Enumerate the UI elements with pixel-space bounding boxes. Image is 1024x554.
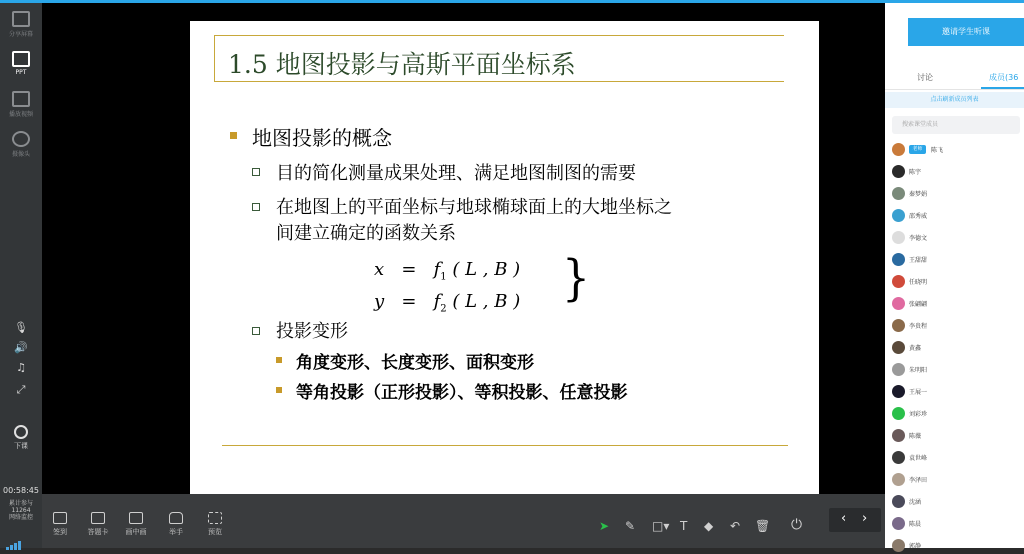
share-screen-icon: [12, 11, 30, 27]
member-list-item[interactable]: [892, 384, 1022, 400]
member-list-item[interactable]: [892, 142, 1022, 158]
avatar: [892, 385, 905, 398]
member-name: 郭静: [909, 543, 922, 550]
member-list-item[interactable]: [892, 186, 1022, 202]
ppt-icon: [12, 51, 30, 67]
member-list-item[interactable]: [892, 494, 1022, 510]
pen-icon[interactable]: ✎: [625, 519, 636, 533]
member-name: 黄鑫: [909, 345, 922, 352]
member-list-item[interactable]: [892, 230, 1022, 246]
equation-x: x = $f_1$ ( L , B ): [374, 259, 521, 283]
member-name: 陈薇: [909, 433, 922, 440]
member-name: 陈飞: [931, 147, 944, 154]
raise-hand-button[interactable]: 举手: [156, 512, 196, 537]
member-list-item[interactable]: [892, 340, 1022, 356]
fullscreen-icon[interactable]: ⤢: [16, 383, 26, 396]
avatar: [892, 429, 905, 442]
tab-members[interactable]: 成员(36: [989, 73, 1019, 82]
panel-tabs: [885, 67, 1024, 90]
member-name: 王展一: [909, 389, 928, 396]
equation-y: y = $f_2$ ( L , B ): [374, 291, 521, 315]
member-list-item[interactable]: [892, 428, 1022, 444]
avatar: [892, 209, 905, 222]
slide-bottom-rule: [222, 445, 788, 446]
member-name: 陈晨: [909, 521, 922, 528]
member-list-item[interactable]: [892, 208, 1022, 224]
bullet-hollow: [252, 203, 260, 211]
member-search-input[interactable]: 搜索课堂成员: [892, 116, 1020, 134]
preview-button[interactable]: 预览: [195, 512, 235, 537]
picture-in-picture-icon: [129, 512, 143, 524]
avatar: [892, 253, 905, 266]
member-name: 李泽田: [909, 477, 928, 484]
mic-mute-icon[interactable]: 🎙: [14, 321, 28, 334]
avatar: [892, 539, 905, 552]
sub-bullet-deformation: 投影变形: [276, 321, 348, 342]
member-list-item[interactable]: [892, 450, 1022, 466]
member-name: 张翩翩: [909, 301, 928, 308]
bottom-toolbar: [42, 494, 885, 548]
member-name: 刘彩珍: [909, 411, 928, 418]
answer-card-button[interactable]: 答题卡: [78, 512, 118, 537]
sign-in-button[interactable]: 签到: [40, 512, 80, 537]
avatar: [892, 473, 905, 486]
member-list-item[interactable]: [892, 406, 1022, 422]
member-name: 袁世峰: [909, 455, 928, 462]
music-icon[interactable]: ♫: [16, 361, 26, 374]
member-list-item[interactable]: [892, 516, 1022, 532]
answer-card-icon: [91, 512, 105, 524]
member-name: 沈涵: [909, 499, 922, 506]
avatar: [892, 341, 905, 354]
right-panel: [885, 3, 1024, 548]
avatar: [892, 143, 905, 156]
member-list-item[interactable]: [892, 538, 1022, 554]
class-timer: 00:58:45: [3, 486, 39, 495]
bullet-projection-concept: 地图投影的概念: [252, 126, 392, 150]
picture-in-picture-button[interactable]: 画中画: [116, 512, 156, 537]
avatar: [892, 319, 905, 332]
preview-icon: [208, 512, 222, 524]
avatar: [892, 517, 905, 530]
invite-students-button[interactable]: 邀请学生听课: [908, 18, 1024, 46]
title-frame-top: [214, 35, 784, 36]
left-toolbar: [0, 3, 42, 548]
eraser-icon[interactable]: ◆: [704, 519, 714, 533]
member-list-item[interactable]: [892, 362, 1022, 378]
member-name: 邵秀威: [909, 213, 928, 220]
sub-bullet-relation-line1: 在地图上的平面坐标与地球椭球面上的大地坐标之: [276, 197, 672, 218]
tab-discuss[interactable]: 讨论: [917, 73, 933, 82]
sub-sub-bullet-projection-types: 等角投影（正形投影）、等积投影、任意投影: [296, 383, 628, 403]
avatar: [892, 407, 905, 420]
member-name: 李德文: [909, 235, 928, 242]
end-class-button[interactable]: 下课: [0, 425, 42, 451]
member-name: 朱明阳: [909, 367, 928, 374]
camera-icon: [12, 131, 30, 147]
sub-sub-bullet-deformation-types: 角度变形、长度变形、面积变形: [296, 353, 534, 373]
pointer-icon[interactable]: ➤: [599, 519, 610, 533]
avatar: [892, 297, 905, 310]
member-name: 李贵程: [909, 323, 928, 330]
bullet-square: [276, 387, 282, 393]
bullet-square: [276, 357, 282, 363]
member-list-item[interactable]: [892, 274, 1022, 290]
member-name: 秦梦娟: [909, 191, 928, 198]
avatar: [892, 275, 905, 288]
trash-icon[interactable]: 🗑: [755, 519, 771, 533]
equation-brace: }: [562, 250, 590, 307]
participant-stats: 累计参与 11264 网络监控: [8, 500, 33, 521]
rectangle-icon[interactable]: □▾: [652, 519, 670, 533]
camera-button[interactable]: 摄像头: [0, 131, 42, 158]
speaker-icon[interactable]: 🔊: [14, 341, 28, 354]
title-frame-left: [214, 35, 215, 81]
undo-icon[interactable]: ↶: [730, 519, 741, 533]
text-icon[interactable]: T: [680, 519, 688, 533]
bullet-hollow: [252, 327, 260, 335]
member-name: 陈宇: [909, 169, 922, 176]
page-navigator: [829, 508, 881, 532]
member-list-item[interactable]: [892, 164, 1022, 180]
next-page-button[interactable]: ›: [862, 511, 868, 526]
share-screen-button[interactable]: 分享屏幕: [0, 11, 42, 38]
presentation-stage: [42, 3, 885, 494]
power-icon[interactable]: ⏻: [791, 517, 803, 533]
member-list-item[interactable]: [892, 296, 1022, 312]
title-underline: [214, 81, 784, 82]
member-name: 王甜甜: [909, 257, 928, 264]
member-list-item[interactable]: [892, 318, 1022, 334]
play-video-icon: [12, 91, 30, 107]
slide-title: 1.5 地图投影与高斯平面坐标系: [228, 50, 576, 79]
avatar: [892, 231, 905, 244]
ppt-button[interactable]: PPT: [0, 51, 42, 76]
member-list-item[interactable]: [892, 472, 1022, 488]
bullet-square: [230, 132, 237, 139]
sub-bullet-purpose: 目的简化测量成果处理、满足地图制图的需要: [276, 163, 636, 184]
prev-page-button[interactable]: ‹: [841, 511, 847, 526]
sign-in-icon: [53, 512, 67, 524]
avatar: [892, 187, 905, 200]
network-signal-icon: [6, 531, 36, 541]
avatar: [892, 495, 905, 508]
raise-hand-icon: [169, 512, 183, 524]
ppt-slide: [190, 21, 819, 497]
teacher-badge: 老师: [909, 145, 926, 154]
bullet-hollow: [252, 168, 260, 176]
member-name: 任晓明: [909, 279, 928, 286]
active-tab-indicator: [981, 87, 1024, 89]
play-video-button[interactable]: 播放视频: [0, 91, 42, 118]
avatar: [892, 451, 905, 464]
member-list-item[interactable]: [892, 252, 1022, 268]
end-class-icon: [14, 425, 28, 439]
refresh-members-link[interactable]: 点击刷新成员列表: [885, 92, 1024, 108]
avatar: [892, 363, 905, 376]
avatar: [892, 165, 905, 178]
sub-bullet-relation-line2: 间建立确定的函数关系: [276, 223, 456, 244]
